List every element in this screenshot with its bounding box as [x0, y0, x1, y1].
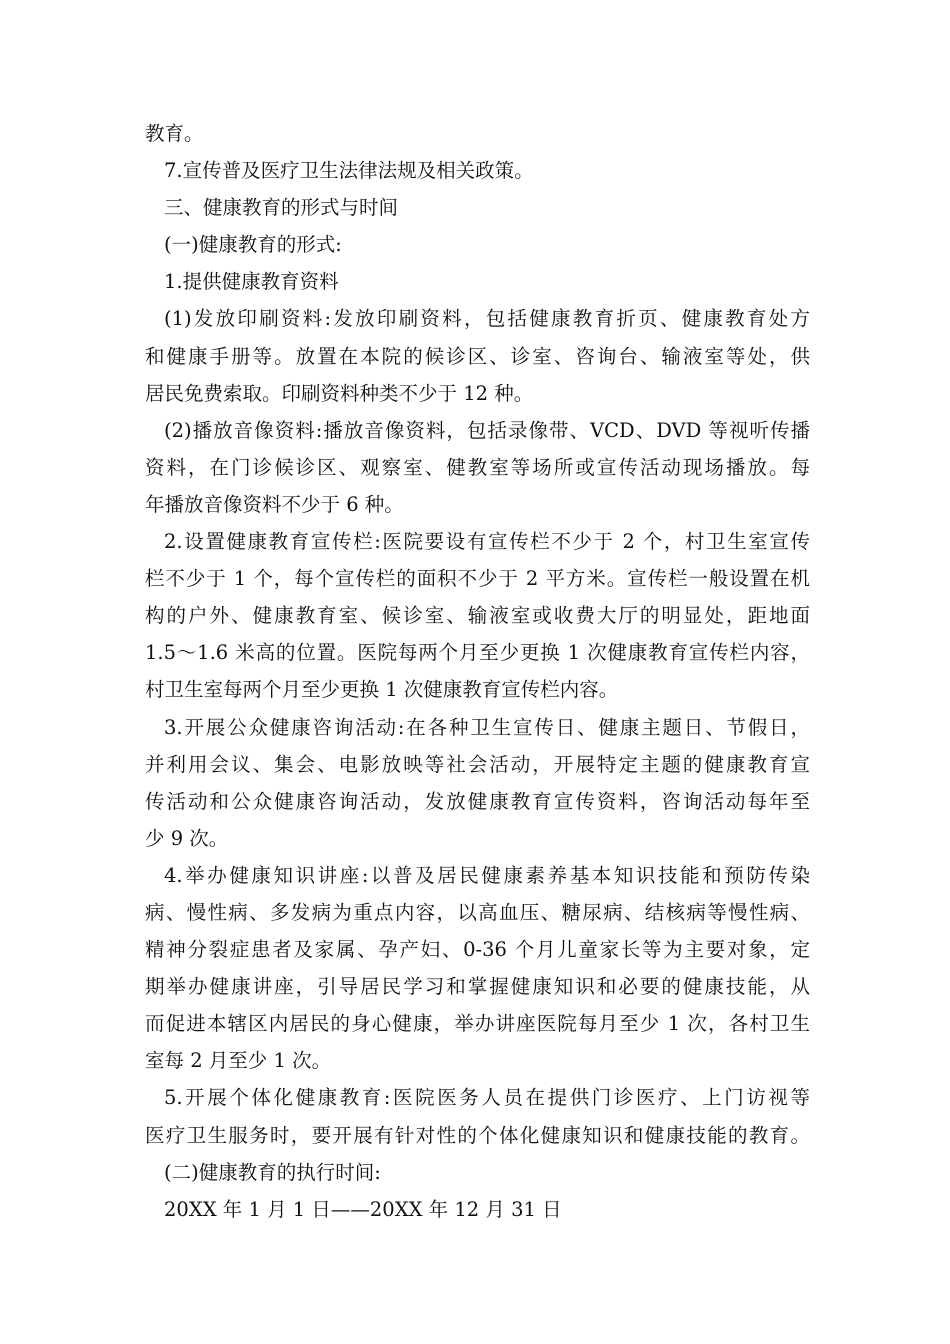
text-line: 1.提供健康教育资料	[164, 270, 339, 294]
text-line: (1)发放印刷资料:发放印刷资料，包括健康教育折页、健康教育处方	[164, 307, 810, 331]
text-line: 和健康手册等。放置在本院的候诊区、诊室、咨询台、输液室等处，供	[145, 344, 810, 368]
text-line: 栏不少于 1 个，每个宣传栏的面积不少于 2 平方米。宣传栏一般设置在机	[145, 567, 810, 591]
text-line: 5.开展个体化健康教育:医院医务人员在提供门诊医疗、上门访视等	[164, 1086, 810, 1110]
text-line: 医疗卫生服务时，要开展有针对性的个体化健康知识和健康技能的教育。	[145, 1123, 810, 1147]
text-line: 期举办健康讲座，引导居民学习和掌握健康知识和必要的健康技能，从	[145, 975, 810, 999]
text-line: 村卫生室每两个月至少更换 1 次健康教育宣传栏内容。	[145, 678, 619, 702]
text-line: (一)健康教育的形式:	[164, 233, 342, 257]
text-line: 教育。	[145, 122, 204, 145]
text-line: 资料，在门诊候诊区、观察室、健教室等场所或宣传活动现场播放。每	[145, 455, 810, 479]
text-line: 7.宣传普及医疗卫生法律法规及相关政策。	[164, 159, 534, 183]
text-line: 年播放音像资料不少于 6 种。	[145, 492, 404, 516]
text-line: (2)播放音像资料:播放音像资料，包括录像带、VCD、DVD 等视听传播	[164, 418, 810, 442]
text-line: 并利用会议、集会、电影放映等社会活动，开展特定主题的健康教育宣	[145, 752, 810, 776]
text-line: 2.设置健康教育宣传栏:医院要设有宣传栏不少于 2 个，村卫生室宣传	[164, 530, 810, 554]
text-line: 室每 2 月至少 1 次。	[145, 1049, 332, 1073]
text-line: (二)健康教育的执行时间:	[164, 1160, 381, 1184]
text-line: 少 9 次。	[145, 826, 229, 850]
text-line: 3.开展公众健康咨询活动:在各种卫生宣传日、健康主题日、节假日，	[164, 715, 810, 739]
text-line: 传活动和公众健康咨询活动，发放健康教育宣传资料，咨询活动每年至	[145, 789, 810, 813]
text-line: 而促进本辖区内居民的身心健康，举办讲座医院每月至少 1 次，各村卫生	[145, 1012, 810, 1036]
text-line: 1.5～1.6 米高的位置。医院每两个月至少更换 1 次健康教育宣传栏内容，	[145, 641, 810, 665]
text-line: 居民免费索取。印刷资料种类不少于 12 种。	[145, 381, 534, 405]
text-line: 三、健康教育的形式与时间	[164, 196, 399, 220]
text-line: 20XX 年 1 月 1 日——20XX 年 12 月 31 日	[164, 1197, 562, 1221]
text-line: 构的户外、健康教育室、候诊室、输液室或收费大厅的明显处，距地面	[145, 604, 810, 628]
text-line: 病、慢性病、多发病为重点内容，以高血压、糖尿病、结核病等慢性病、	[145, 900, 810, 924]
document-body	[145, 115, 810, 1228]
text-line: 精神分裂症患者及家属、孕产妇、0-36 个月儿童家长等为主要对象，定	[145, 938, 810, 962]
text-line: 4.举办健康知识讲座:以普及居民健康素养基本知识技能和预防传染	[164, 863, 810, 887]
